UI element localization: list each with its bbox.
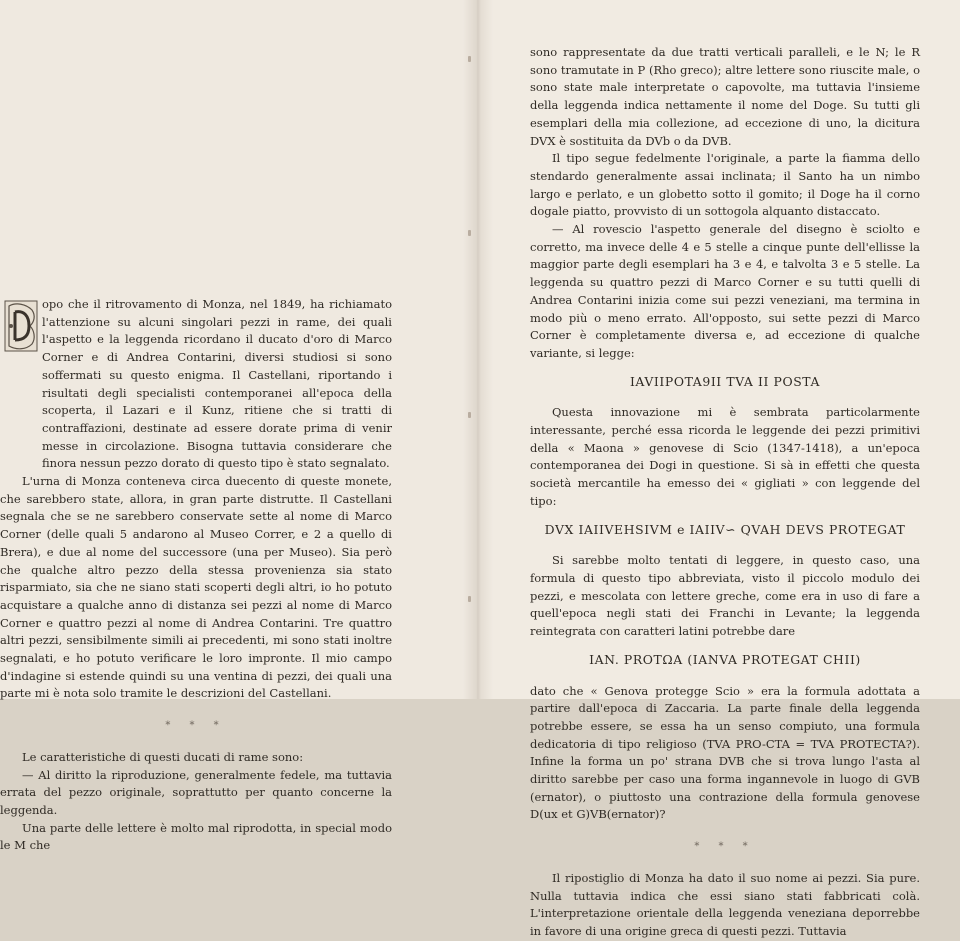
- book-gutter: [463, 0, 493, 699]
- paragraph-r3: — Al rovescio l'aspetto generale del disegno è sciolto e corretto, ma invece delle 4 e 5 stelle a cinque punte dell'ellisse la maggior parte degli esemplari ha 3 e 4, e talvolta 3 e 5 stelle. La leggenda su quattro pezzi di Marco Corner e su tutti quelli di Andrea Contarini inizia come sui pezzi veneziani, ma termina in modo più o meno errato. All'opposto, sui sette pezzi di Marco Corner è completamente diversa e, ad eccezione di qualche variante, si legge:: [530, 222, 920, 360]
- paragraph-r6: dato che « Genova protegge Scio » era la formula adottata a partire dall'epoca di Zaccaria. La parte finale della leggenda potrebbe essere, se essa ha un senso compiuto, una formula dedicatoria di tipo religioso (TVA PRO-CTA = TVA PROTECTA?). Infine la forma un po' strana DVB che si trova lungo l'asta al diritto sarebbe per caso una forma ingannevole in luogo di GVB (ernator), o piuttosto una contrazione della formula genovese D(ux et G)VB(ernator)?: [530, 683, 920, 822]
- paragraph-r7: Il ripostiglio di Monza ha dato il suo nome ai pezzi. Sia pure. Nulla tuttavia indica che essi siano stati fabbricati colà. L'interpretazione orientale della leggenda veneziana deporrebbe in favore di una origine greca di questi pezzi. Tuttavia: [530, 870, 920, 938]
- section-separator-right: * * *: [694, 841, 756, 853]
- paragraph-4: — Al diritto la riproduzione, generalmente fedele, ma tuttavia errata del pezzo originale, soprattutto per quanto concerne la leggenda.: [0, 767, 392, 817]
- legend-inscription-3: IAN. PROTΩA (IANVA PROTEGAT CHII): [589, 651, 861, 667]
- paragraph-2: L'urna di Monza conteneva circa duecento di queste monete, che sarebbero state, allora, in gran parte distrutte. Il Castellani segnala che se ne sarebbero conservate sette al nome di Marco Corner (delle quali 5 andarono al Museo Correr, e 2 a quello di Brera), e due al nome del successore (una per Museo). Sia però che qualche altro pezzo della stessa provenienza sia stato risparmiato, sia che ne siano stati scoperti degli altri, io ho potuto acquistare a qualche anno di distanza sei pezzi al nome di Marco Corner e quattro pezzi al nome di Andrea Contarini. Tre quattro altri pezzi, sensibilmente simili ai precedenti, mi sono stati inoltre segnalati, e ho potuto verificare le loro impronte. Il mio campo d'indagine si estende quindi su una ventina di pezzi, dei quali una parte mi è nota solo tramite le descrizioni del Castellani.: [0, 474, 392, 701]
- paragraph-r4: Questa innovazione mi è sembrata particolarmente interessante, perché essa ricorda le leggende dei pezzi primitivi della « Maona » genovese di Scio (1347-1418), a un'epoca contemporanea dei Dogi in questione. Si sà in effetti che questa società mercantile ha emesso dei « gigliati » con leggende del tipo:: [530, 405, 920, 508]
- legend-inscription-1: IAVIIPOTA9II TVA II POSTA: [629, 373, 821, 389]
- binding-hole: [468, 596, 471, 602]
- left-body: [0, 296, 392, 855]
- binding-hole: [468, 230, 471, 236]
- paragraph-r2: Il tipo segue fedelmente l'originale, a parte la fiamma dello stendardo generalmente assai inclinata; il Santo ha un nimbo largo e perlato, e un globetto sotto il gomito; il Doge ha il corno dogale piatto, provvisto di un sottogola alquanto distaccato.: [530, 151, 920, 219]
- right-body: [530, 44, 920, 941]
- left-page: [0, 0, 478, 853]
- right-page: [478, 0, 960, 938]
- binding-hole: [468, 412, 471, 418]
- section-separator: * * *: [165, 720, 227, 732]
- paragraph-r1: sono rappresentate da due tratti verticali paralleli, e le N; le R sono tramutate in P (Rho greco); altre lettere sono riuscite male, o sono state male interpretate o capovolte, ma tuttavia l'insieme della leggenda indica nettamente il nome del Doge. Su tutti gli esemplari della mia collezione, ad eccezione di uno, la dicitura DVX è sostituita da DVb o da DVB.: [530, 45, 920, 148]
- paragraph-5: Una parte delle lettere è molto mal riprodotta, in special modo le M che: [0, 820, 392, 853]
- paragraph-r5: Si sarebbe molto tentati di leggere, in questo caso, una formula di questo tipo abbreviata, visto il piccolo modulo dei pezzi, e mescolata con lettere greche, come era in uso di fare a quell'epoca negli stati dei Franchi in Levante; la leggenda reintegrata con caratteri latini potrebbe dare: [530, 553, 920, 639]
- legend-inscription-2: DVX IAIIVEHSIVM e IAIIV∽ QVAH DEVS PROTEGAT: [544, 521, 906, 537]
- binding-hole: [468, 56, 471, 62]
- paragraph-1: opo che il ritrovamento di Monza, nel 1849, ha richiamato l'attenzione su alcuni singolari pezzi in rame, dei quali l'aspetto e la leggenda ricordano il ducato d'oro di Marco Corner e di Andrea Contarini, diversi studiosi si sono soffermati su questo enigma. Il Castellani, riportando i risultati degli specialisti contemporanei all'epoca della scoperta, il Lazari e il Kunz, ritiene che si tratti di contraffazioni, destinate ad essere dorate prima di venir messe in circolazione. Bisogna tuttavia considerare che finora nessun pezzo dorato di questo tipo è stato segnalato.: [42, 297, 392, 471]
- paragraph-3: Le caratteristiche di questi ducati di rame sono:: [22, 749, 304, 764]
